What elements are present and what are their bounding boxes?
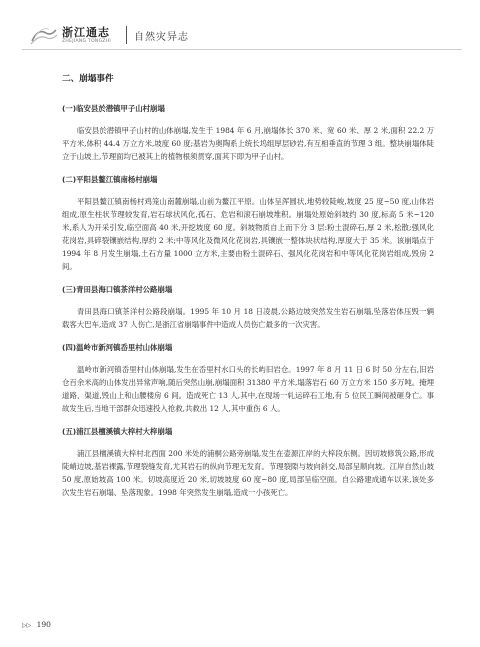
event-heading: (一)临安县於潜镇甲子山村崩塌: [62, 104, 165, 113]
event-heading: (二)平阳县鳌江镇南杨村崩塌: [62, 175, 158, 184]
logo-title: 浙江通志: [62, 26, 110, 39]
page-footer: [22, 620, 51, 629]
event-paragraph: 平阳县鳌江镇南杨村鸡笼山南麓崩塌,山前为鳌江平原。山体呈浑圆状,地势较陡峻,坡度 25 度~50 度,山体岩组成,原生柱状节理较发育,岩石球状风化,孤石、危岩和滚石崩坡堆积。崩塌处原始斜坡约 30 度,标高 5 米~120 米,系人为开采引发,临空面高 40 米,开挖坡度 60 度。斜坡物质自上而下分 3 层:粉土混碎石,厚 2 米,松散;强风化花岗岩,具碎裂镶嵌结构,厚约 2 米;中等风化及微风化花岗岩,具镶嵌一整体块状结构,厚度大于 35 米。该崩塌点于 1994 年 8 月发生崩塌,土石方量 1000 立方米,主要由粉土混碎石、强风化花岗岩和中等风化花岗岩组成,毁房 2 间。: [62, 197, 434, 271]
event-block: [62, 284, 434, 331]
page-arrow-icon: ▷▷: [22, 622, 32, 629]
logo-subtitle: ZHEJIANG TONGZHI: [62, 39, 112, 44]
event-paragraph: 临安县於潜镇甲子山村的山体崩塌,发生于 1984 年 6 月,崩塌体长 370 米、宽 60 米、厚 2 米,面积 22.2 万平方米,体积 44.4 万立方米,坡度 60 度;基岩为奥陶系上统长坞组厚层砂岩,有互相垂直的节理 3 组。整块崩塌体陡立于山坡上,节理面均已被其上的植物根须贯穿,面其下即为甲子山村。: [62, 126, 434, 161]
page-number: 190: [36, 620, 51, 629]
section-title: 自然灾异志: [134, 32, 189, 43]
page-header: [22, 20, 462, 54]
header-divider: [126, 26, 127, 44]
event-heading: (五)浦江县檀溪镇大梓村大梓崩塌: [62, 427, 173, 436]
wave-logo-icon: [30, 24, 58, 46]
event-paragraph: 青田县海口镇茶洋村公路段崩塌。1995 年 10 月 18 日凌晨,公路边坡突然发生岩石崩塌,坠落岩体压毁一辆载客大巴车,造成 37 人伤亡,是浙江省崩塌事件中造成人员伤亡最多的一次灾害。: [62, 307, 434, 329]
event-block: [62, 342, 434, 415]
header-rule: [22, 49, 462, 50]
event-block: [62, 103, 434, 163]
page-content: [62, 72, 434, 510]
event-paragraph: 浦江县檀溪镇大梓村北西面 200 米处的浦桐公路旁崩塌,发生在壶源江岸的大梓段东侧。因切坡修筑公路,形成陡峭边坡,基岩裸露,节理裂缝发育,尤其岩石的纵向节理无发育。节理裂隙与坡向斜交,局部呈顺向坡。江岸自然山坡 50 度,原始坡高 100 米。切坡高度近 20 米,切坡坡度 60 度~80 度,局部呈临空面。自公路建成通车以来,该处多次发生岩石崩塌、坠落现象。1998 年突然发生崩塌,造成一小孩死亡。: [62, 449, 434, 497]
event-block: [62, 174, 434, 273]
event-block: [62, 426, 434, 499]
main-heading: 二、崩塌事件: [62, 74, 114, 84]
event-heading: (四)温岭市新河镇岙里村山体崩塌: [62, 343, 173, 352]
event-paragraph: 温岭市新河镇岙里村山体崩塌,发生在岙里村水口头的长屿旧岩仓。1997 年 8 月 11 日 6 时 50 分左右,旧岩仓百余米高的山体发出异常声响,随后突然山崩,崩塌面积 31380 平方米,塌落岩石 60 万立方米 150 多万吨。掩埋道路、渠道,毁山上和山腰楼房 6 间。造成死亡 13 人,其中,在现场一轧运碎石工地,有 5 位民工瞬间被砸身亡。事故发生后,当地干部群众迅速投入抢救,共救出 12 人,其中重伤 6 人。: [62, 365, 434, 413]
event-heading: (三)青田县海口镇茶洋村公路崩塌: [62, 285, 173, 294]
